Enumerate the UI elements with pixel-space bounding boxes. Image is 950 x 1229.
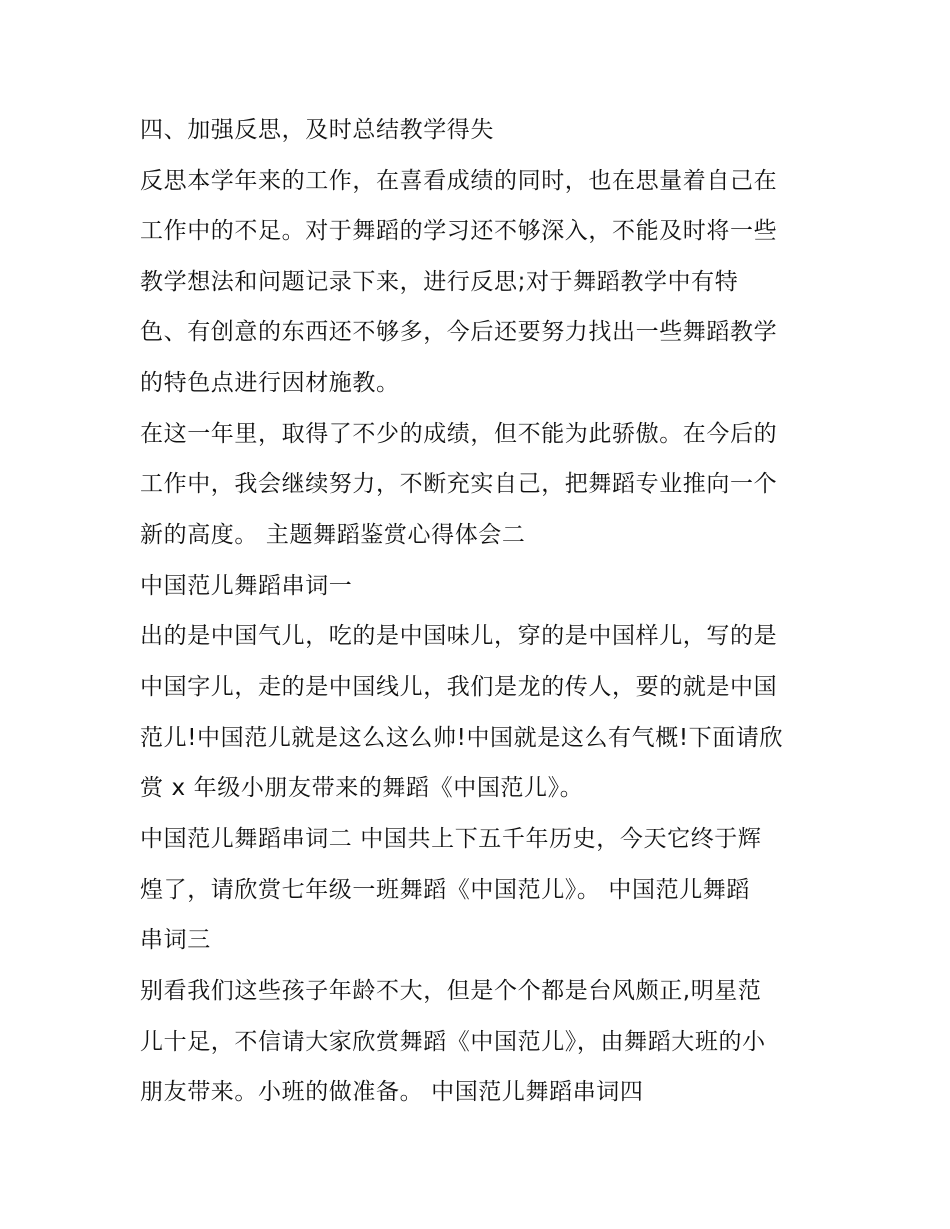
text-line: 工作中，我会继续努力，不断充实自己，把舞蹈专业推向一个 [140,471,778,497]
text-line: 反思本学年来的工作，在喜看成绩的同时，也在思量着自己在 [140,168,778,194]
text-line: 串词三 [140,927,211,953]
text-line: 儿十足，不信请大家欣赏舞蹈《中国范儿》，由舞蹈大班的小 [140,1029,766,1055]
section-heading: 中国范儿舞蹈串词一 [140,573,353,599]
text-line: 范儿!中国范儿就是这么这么帅!中国就是这么有气概!下面请欣 [140,725,784,751]
text-line: 色、有创意的东西还不够多，今后还要努力找出一些舞蹈教学 [140,319,778,345]
text-line: 教学想法和问题记录下来，进行反思;对于舞蹈教学中有特 [140,269,739,295]
text-line: 出的是中国气儿，吃的是中国味儿，穿的是中国样儿，写的是 [140,623,778,649]
text-line: 朋友带来。小班的做准备。 中国范儿舞蹈串词四 [140,1079,644,1105]
section-heading: 四、加强反思，及时总结教学得失 [140,117,494,143]
text-line: 赏 x 年级小朋友带来的舞蹈《中国范儿》。 [140,775,584,801]
text-line: 的特色点进行因材施教。 [140,370,400,396]
text-line: 新的高度。 主题舞蹈鉴赏心得体会二 [140,522,526,548]
text-line: 中国范儿舞蹈串词二 中国共上下五千年历史，今天它终于辉 [140,826,762,852]
text-line: 工作中的不足。对于舞蹈的学习还不够深入，不能及时将一些 [140,218,778,244]
text-line: 别看我们这些孩子年龄不大，但是个个都是台风颇正,明星范 [140,978,762,1004]
text-line: 中国字儿，走的是中国线儿，我们是龙的传人，要的就是中国 [140,674,778,700]
text-line: 煌了，请欣赏七年级一班舞蹈《中国范儿》。 中国范儿舞蹈 [140,877,751,903]
text-line: 在这一年里，取得了不少的成绩，但不能为此骄傲。在今后的 [140,421,778,447]
